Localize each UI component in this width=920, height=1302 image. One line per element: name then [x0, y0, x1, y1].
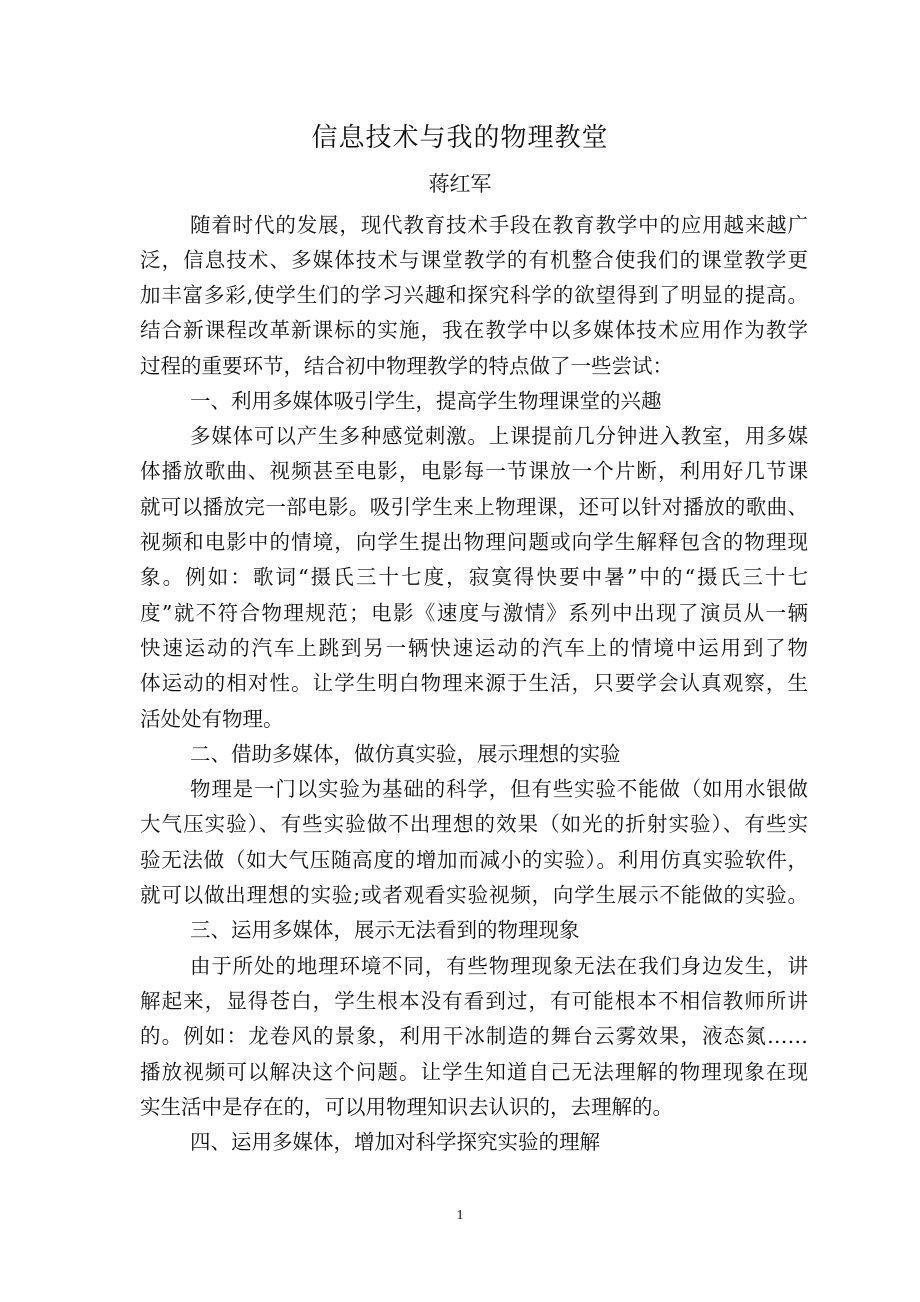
text-line: 活处处有物理。 [140, 707, 284, 731]
text-line: 大气压实验）、有些实验做不出理想的效果（如光的折射实验）、有些实 [140, 812, 808, 836]
author-name: 蒋红军 [428, 172, 492, 196]
text-line: 实生活中是存在的，可以用物理知识去认识的，去理解的。 [140, 1095, 673, 1119]
text-line: 体播放歌曲、视频甚至电影，电影每一节课放一个片断，利用好几节课 [140, 459, 808, 483]
text-line: 由于所处的地理环境不同，有些物理现象无法在我们身边发生，讲 [190, 954, 808, 978]
section-heading: 三、运用多媒体，展示无法看到的物理现象 [190, 918, 580, 942]
section-heading: 四、运用多媒体，增加对科学探究实验的理解 [190, 1130, 600, 1154]
text-line: 加丰富多彩,使学生们的学习兴趣和探究科学的欲望得到了明显的提高。 [140, 283, 808, 307]
document-title: 信息技术与我的物理教堂 [311, 123, 609, 153]
text-line: 视频和电影中的情境，向学生提出物理问题或向学生解释包含的物理现 [140, 530, 808, 554]
text-line: 过程的重要环节，结合初中物理教学的特点做了一些尝试： [140, 354, 673, 378]
text-line: 物理是一门以实验为基础的科学，但有些实验不能做（如用水银做 [190, 777, 808, 801]
text-line: 就可以做出理想的实验;或者观看实验视频，向学生展示不能做的实验。 [140, 883, 808, 907]
text-line: 的。例如：龙卷风的景象，利用干冰制造的舞台云雾效果，液态氮…… [140, 1024, 808, 1048]
text-line: 泛，信息技术、多媒体技术与课堂教学的有机整合使我们的课堂教学更 [140, 248, 808, 272]
page-number: 1 [456, 1208, 464, 1223]
text-line: 就可以播放完一部电影。吸引学生来上物理课，还可以针对播放的歌曲、 [140, 495, 808, 519]
text-line: 解起来，显得苍白，学生根本没有看到过，有可能根本不相信教师所讲 [140, 989, 808, 1013]
text-line: 度”就不符合物理规范；电影《速度与激情》系列中出现了演员从一辆 [140, 601, 808, 625]
text-line: 结合新课程改革新课标的实施，我在教学中以多媒体技术应用作为教学 [140, 318, 808, 342]
text-line: 多媒体可以产生多种感觉刺激。上课提前几分钟进入教室，用多媒 [190, 424, 808, 448]
text-line: 播放视频可以解决这个问题。让学生知道自己无法理解的物理现象在现 [140, 1060, 808, 1084]
text-line: 体运动的相对性。让学生明白物理来源于生活，只要学会认真观察，生 [140, 671, 808, 695]
section-heading: 二、借助多媒体，做仿真实验，展示理想的实验 [190, 742, 621, 766]
text-line: 象。例如：歌词“摄氏三十七度，寂寞得快要中暑”中的“摄氏三十七 [140, 565, 808, 589]
text-line: 快速运动的汽车上跳到另一辆快速运动的汽车上的情境中运用到了物 [140, 636, 808, 660]
section-heading: 一、利用多媒体吸引学生，提高学生物理课堂的兴趣 [190, 389, 662, 413]
text-line: 随着时代的发展，现代教育技术手段在教育教学中的应用越来越广 [190, 213, 808, 237]
text-line: 验无法做（如大气压随高度的增加而减小的实验）。利用仿真实验软件， [140, 848, 808, 872]
